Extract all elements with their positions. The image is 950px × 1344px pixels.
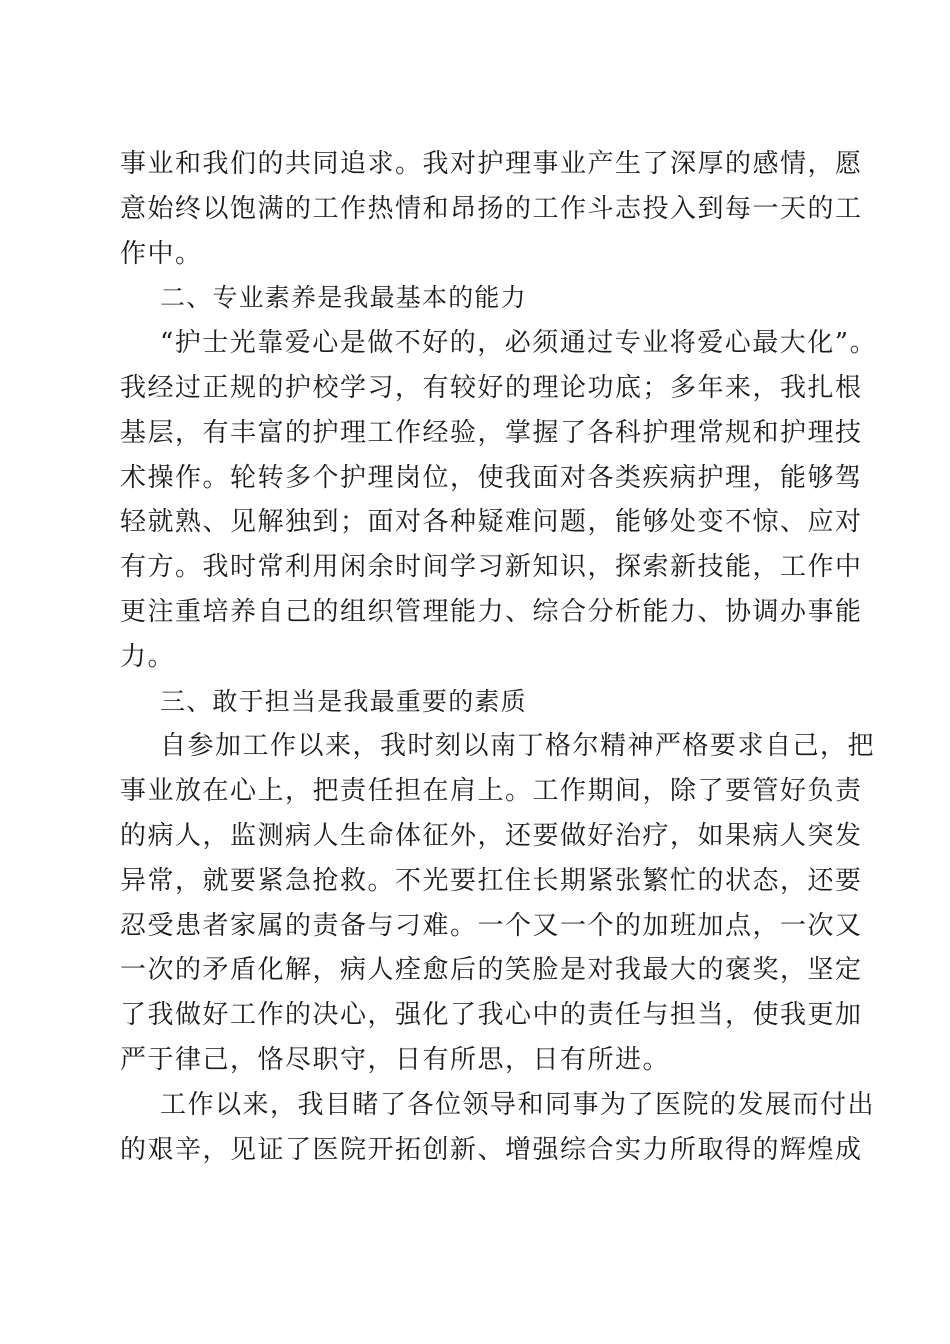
text-line: 异常，就要紧急抢救。不光要扛住长期紧张繁忙的状态，还要 (120, 865, 863, 896)
text-line: 术操作。轮转多个护理岗位，使我面对各类疾病护理，能够驾 (120, 462, 863, 493)
text-line: 的艰辛，见证了医院开拓创新、增强综合实力所取得的辉煌成 (120, 1134, 863, 1165)
text-line: 力。 (120, 641, 176, 672)
text-line: 事业和我们的共同追求。我对护理事业产生了深厚的感情，愿 (120, 149, 863, 179)
section-heading-2: 二、专业素养是我最基本的能力 (160, 283, 527, 313)
text-line: 忍受患者家属的责备与刁难。一个又一个的加班加点，一次又 (120, 910, 863, 941)
text-line: 一次的矛盾化解，病人痊愈后的笑脸是对我最大的褒奖，坚定 (120, 955, 863, 986)
section-heading-3: 三、敢于担当是我最重要的素质 (160, 686, 527, 716)
text-line: “护士光靠爱心是做不好的，必须通过专业将爱心最大化”。 (160, 328, 878, 359)
text-line: 有方。我时常利用闲余时间学习新知识，探索新技能，工作中 (120, 552, 863, 583)
text-line: 事业放在心上，把责任担在肩上。工作期间，除了要管好负责 (120, 776, 863, 807)
text-line: 的病人，监测病人生命体征外，还要做好治疗，如果病人突发 (120, 820, 863, 851)
text-line: 意始终以饱满的工作热情和昂扬的工作斗志投入到每一天的工 (120, 193, 863, 224)
paragraph-closing (120, 1083, 876, 1173)
paragraph-professional-quality (120, 321, 878, 679)
paragraph-continued (120, 142, 863, 276)
document-body (120, 142, 878, 1172)
paragraph-responsibility (120, 724, 876, 1082)
text-line: 作中。 (120, 238, 203, 269)
text-line: 工作以来，我目睹了各位领导和同事为了医院的发展而付出 (160, 1089, 876, 1120)
text-line: 我经过正规的护校学习，有较好的理论功底；多年来，我扎根 (120, 372, 863, 403)
text-line: 自参加工作以来，我时刻以南丁格尔精神严格要求自己，把 (160, 731, 876, 762)
text-line: 基层，有丰富的护理工作经验，掌握了各科护理常规和护理技 (120, 417, 863, 448)
text-line: 严于律己，恪尽职守，日有所思，日有所进。 (120, 1044, 671, 1075)
text-line: 轻就熟、见解独到；面对各种疑难问题，能够处变不惊、应对 (120, 507, 863, 538)
text-line: 了我做好工作的决心，强化了我心中的责任与担当，使我更加 (120, 1000, 863, 1031)
text-line: 更注重培养自己的组织管理能力、综合分析能力、协调办事能 (120, 596, 863, 627)
